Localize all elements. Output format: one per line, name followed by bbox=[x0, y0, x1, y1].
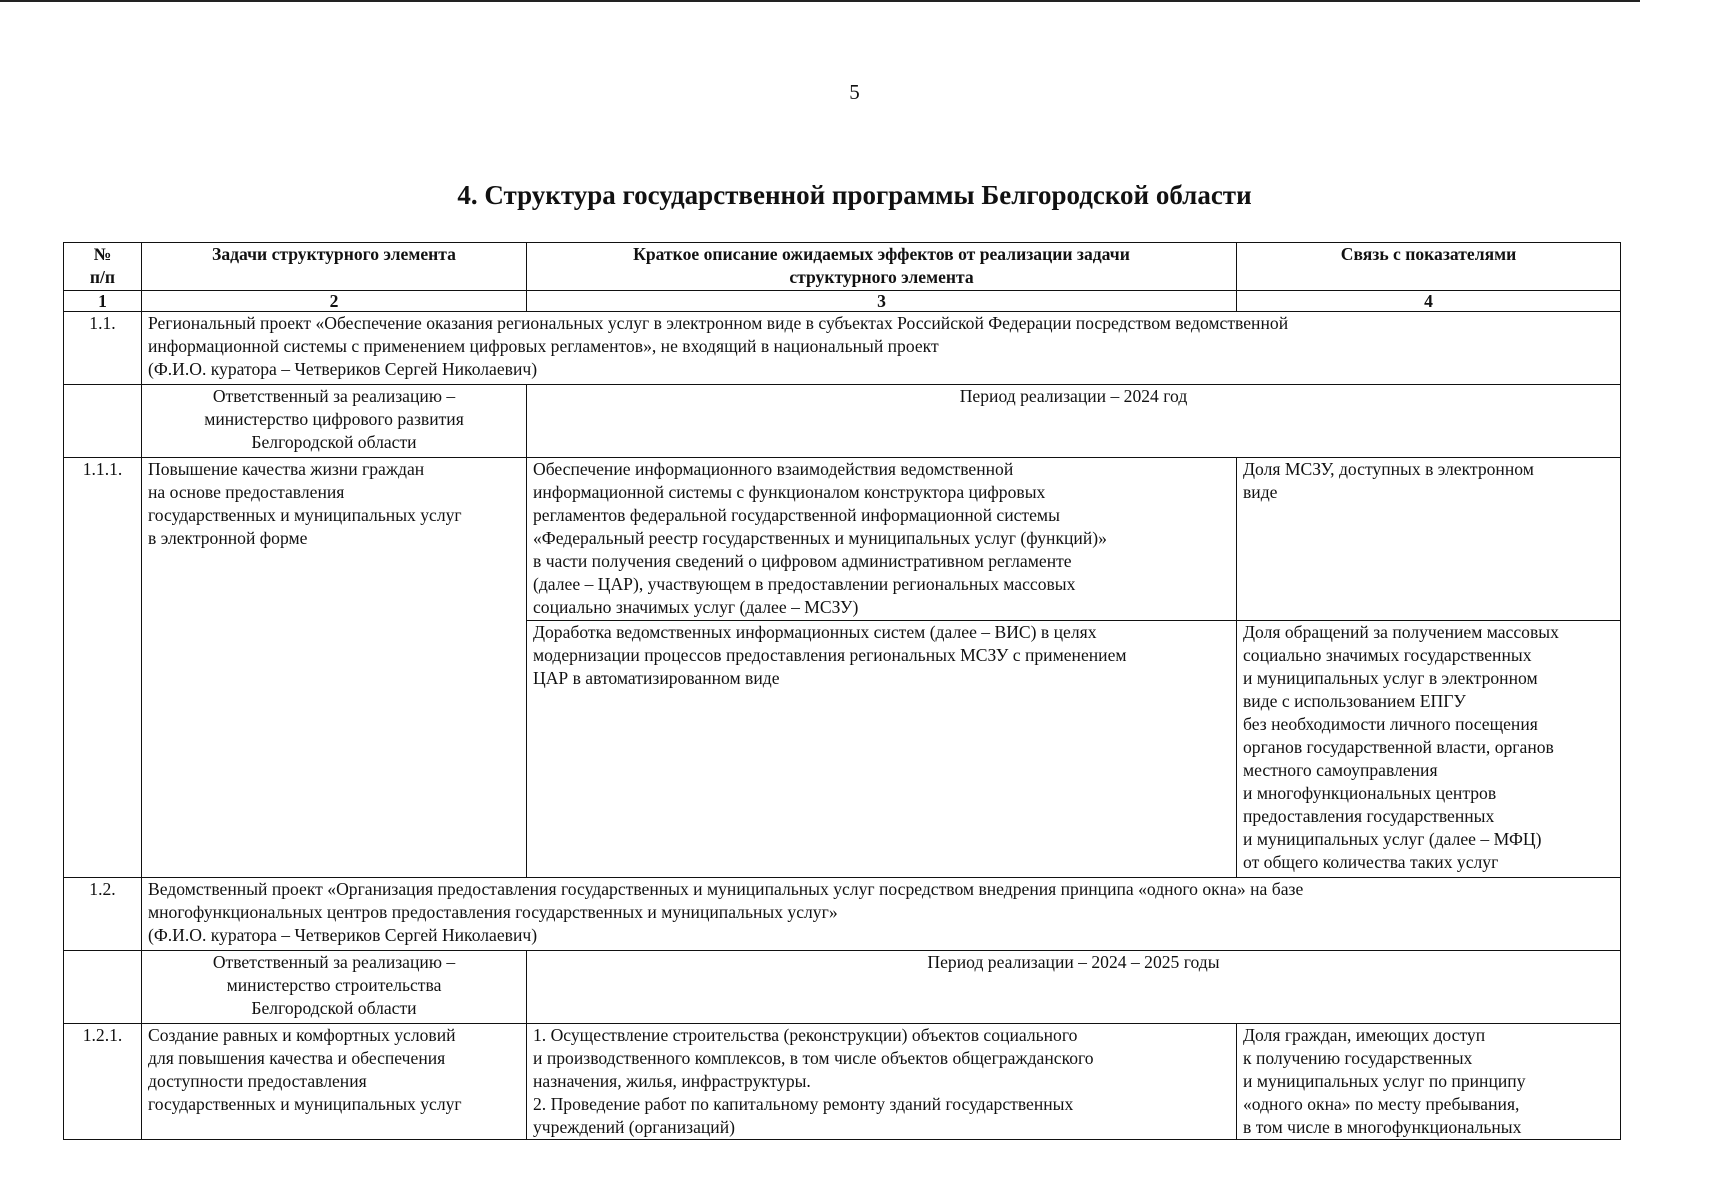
table-row bbox=[64, 458, 1621, 621]
effect-1-1-1-b: Доработка ведомственных информационных систем (далее – ВИС) в целях модернизации процессов предоставления региональных МСЗУ с применением ЦАР в автоматизированном виде bbox=[527, 621, 1237, 878]
project-1-2-description: Ведомственный проект «Организация предоставления государственных и муниципальных услуг посредством внедрения принципа «одного окна» на базе многофункциональных центров предоставления государственных и муниципальных услуг» (Ф.И.О. куратора – Четвериков Сергей Николаевич) bbox=[142, 878, 1621, 951]
row-number-1-2: 1.2. bbox=[64, 878, 142, 951]
row-number-1-2-1: 1.2.1. bbox=[64, 1024, 142, 1140]
effect-1-2-1: 1. Осуществление строительства (реконструкции) объектов социального и производственного комплексов, в том числе объектов общегражданского назначения, жилья, инфраструктуры. 2. Проведение работ по капитальному ремонту зданий государственных учреждений (организаций) bbox=[527, 1024, 1237, 1140]
row-number-1-1: 1.1. bbox=[64, 312, 142, 385]
empty-cell bbox=[64, 951, 142, 1024]
empty-cell bbox=[64, 385, 142, 458]
table-row bbox=[64, 385, 1621, 458]
project-1-1-description: Региональный проект «Обеспечение оказания региональных услуг в электронном виде в субъектах Российской Федерации посредством ведомственной информационной системы с применением цифровых регламентов», не входящий в национальный проект (Ф.И.О. куратора – Четвериков Сергей Николаевич) bbox=[142, 312, 1621, 385]
column-number-1: 1 bbox=[64, 291, 142, 312]
table-row bbox=[64, 1024, 1621, 1140]
indicator-1-2-1: Доля граждан, имеющих доступ к получению государственных и муниципальных услуг по принципу «одного окна» по месту пребывания, в том числе в многофункциональных bbox=[1237, 1024, 1621, 1140]
table-header-row bbox=[64, 243, 1621, 291]
project-1-2-responsible: Ответственный за реализацию – министерство строительства Белгородской области bbox=[142, 951, 527, 1024]
indicator-1-1-1-b: Доля обращений за получением массовых социально значимых государственных и муниципальных услуг в электронном виде с использованием ЕПГУ без необходимости личного посещения органов государственной власти, органов местного самоуправления и многофункциональных центров предоставления государственных и муниципальных услуг (далее – МФЦ) от общего количества таких услуг bbox=[1237, 621, 1621, 878]
section-title: 4. Структура государственной программы Белгородской области bbox=[457, 180, 1252, 210]
column-number-3: 3 bbox=[527, 291, 1237, 312]
table-row bbox=[64, 312, 1621, 385]
header-col-number: № п/п bbox=[64, 243, 142, 291]
column-number-2: 2 bbox=[142, 291, 527, 312]
row-number-1-1-1: 1.1.1. bbox=[64, 458, 142, 878]
project-1-1-period: Период реализации – 2024 год bbox=[527, 385, 1621, 458]
table-row bbox=[64, 951, 1621, 1024]
table-row bbox=[64, 878, 1621, 951]
project-1-2-period: Период реализации – 2024 – 2025 годы bbox=[527, 951, 1621, 1024]
project-1-1-responsible: Ответственный за реализацию – министерство цифрового развития Белгородской области bbox=[142, 385, 527, 458]
header-col-tasks: Задачи структурного элемента bbox=[142, 243, 527, 291]
header-col-effects: Краткое описание ожидаемых эффектов от реализации задачи структурного элемента bbox=[527, 243, 1237, 291]
column-number-4: 4 bbox=[1237, 291, 1621, 312]
header-col-indicators: Связь с показателями bbox=[1237, 243, 1621, 291]
task-1-2-1: Создание равных и комфортных условий для повышения качества и обеспечения доступности предоставления государственных и муниципальных услуг bbox=[142, 1024, 527, 1140]
column-number-row bbox=[64, 291, 1621, 312]
top-border-line bbox=[0, 0, 1640, 2]
effect-1-1-1-a: Обеспечение информационного взаимодействия ведомственной информационной системы с функционалом конструктора цифровых регламентов федеральной государственной информационной системы «Федеральный реестр государственных и муниципальных услуг (функций)» в части получения сведений о цифровом административном регламенте (далее – ЦАР), участвующем в предоставлении региональных массовых социально значимых услуг (далее – МСЗУ) bbox=[527, 458, 1237, 621]
indicator-1-1-1-a: Доля МСЗУ, доступных в электронном виде bbox=[1237, 458, 1621, 621]
page-number: 5 bbox=[849, 80, 860, 104]
task-1-1-1: Повышение качества жизни граждан на основе предоставления государственных и муниципальных услуг в электронной форме bbox=[142, 458, 527, 878]
program-structure-table bbox=[63, 242, 1621, 1140]
